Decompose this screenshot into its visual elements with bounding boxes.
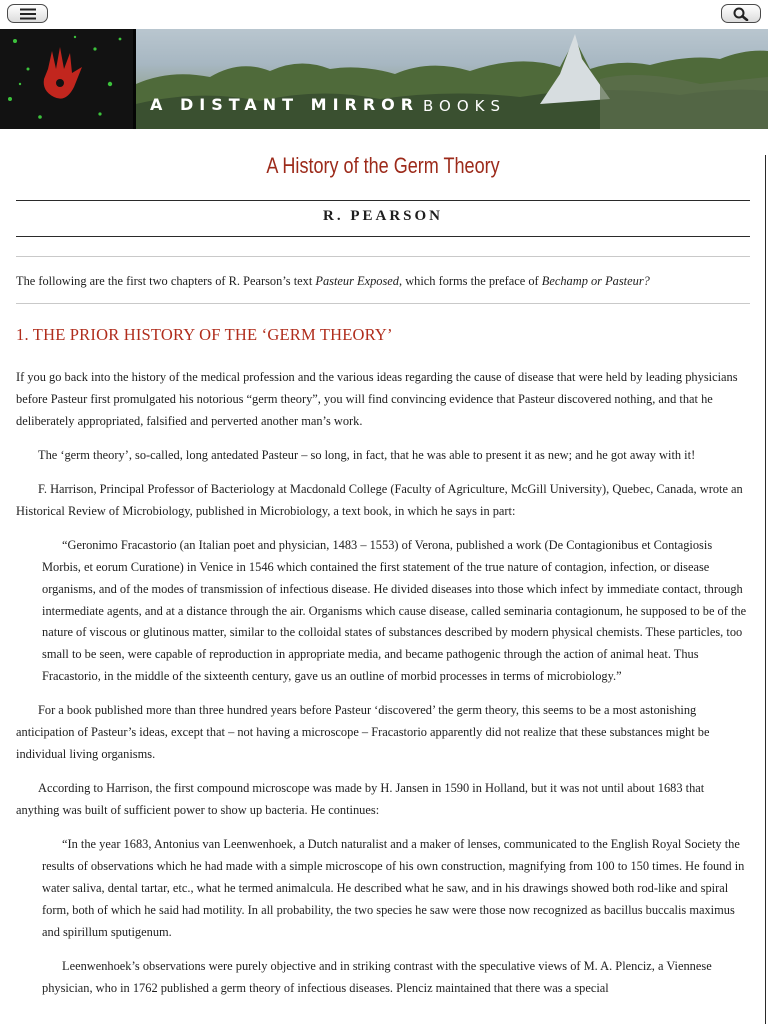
intro-book-title: Pasteur Exposed: [315, 274, 399, 288]
paragraph: F. Harrison, Principal Professor of Bacteriology at Macdonald College (Faculty of Agriculture, McGill University), Quebec, Canada, wrote an Historical Review of Microbiology, published in Microbiology, a text book, in which he says in part:: [16, 482, 743, 518]
search-icon: [733, 7, 749, 21]
search-button[interactable]: [721, 4, 761, 23]
paragraph: The ‘germ theory’, so-called, long antedated Pasteur – so long, in fact, that he was able to present it as new; and he got away with it!: [38, 447, 696, 462]
paragraph: According to Harrison, the first compound microscope was made by H. Jansen in 1590 in Holland, but it was not until about 1683 that anything was built of sufficient power to show up bacteria. He continues:: [16, 781, 705, 818]
title-divider: [16, 200, 750, 201]
top-toolbar: [0, 0, 768, 29]
article-author: R. PEARSON: [322, 208, 443, 224]
intro-text-middle: , which forms the preface of: [399, 274, 542, 288]
block-quote: Leenwenhoek’s observations were purely objective and in striking contrast with the speculative views of M. A. Plenciz, a Viennese physician, who in 1762 published a germ theory of infectious diseases. Plenciz maintained that there was a special: [42, 958, 712, 995]
page-edge-line: [765, 155, 766, 1024]
banner-divider: [133, 29, 136, 129]
author-divider: [16, 236, 750, 237]
banner-painting: [0, 29, 768, 129]
menu-button[interactable]: [7, 4, 48, 23]
block-quote: “Geronimo Fracastorio (an Italian poet and physician, 1483 – 1553) of Verona, published a work (De Contagionibus et Contagiosis Morbis, et eorum Curatione) in Venice in 1546 which contained the first statement of the true nature of contagion, infection, or disease organisms, and of the modes of transmission of infectious disease. He divided diseases into those which infect by immediate contact, through intermediate agents, and at a distance through the air. Organisms which cause disease, called seminaria contagionum, he supposed to be of the nature of viscous or glutinous matter, similar to the colloidal states of substances described by modern physical chemists. These particles, too small to be seen, were capable of reproduction in appropriate media, and became pathogenic through the action of animal heat. Thus Fracastorio, in the middle of the sixteenth century, gave us an outline of morbid processes in terms of microbiology.”: [42, 538, 747, 684]
intro-text-start: The following are the first two chapters of R. Pearson’s text: [16, 274, 316, 288]
article-title: A History of the Germ Theory: [266, 153, 500, 178]
site-banner: [0, 29, 768, 129]
intro-book-title-2: Bechamp or Pasteur?: [541, 274, 650, 288]
paragraph: For a book published more than three hundred years before Pasteur ‘discovered’ the germ theory, this seems to be a most astonishing anticipation of Pasteur’s ideas, except that – not having a microscope – Fracastorio apparently did not realize that these substances might be individual living organisms.: [16, 703, 710, 761]
intro-bottom-divider: [16, 303, 750, 304]
intro-text: [16, 272, 750, 290]
hamburger-menu-icon: [20, 8, 36, 19]
paragraph: If you go back into the history of the medical profession and the various ideas regarding the cause of disease that were held by leading physicians before Pasteur first promulgated his notorious “germ theory”, you will find convincing evidence that Pasteur discovered nothing, and that he deliberately appropriated, falsified and perverted another man’s work.: [16, 370, 738, 428]
brand-suffix: BOOKS: [423, 97, 506, 115]
article-body: [16, 367, 750, 1012]
intro-top-divider: [16, 256, 750, 257]
brand-name[interactable]: A DISTANT MIRROR: [150, 95, 420, 114]
block-quote: “In the year 1683, Antonius van Leenwenhoek, a Dutch naturalist and a maker of lenses, communicated to the English Royal Society the results of observations which he had made with a simple microscope of his own construction, magnifying from 100 to 150 times. He found in water saliva, dental tartar, etc., what he termed animalcula. He described what he saw, and in his drawings showed both rod-like and spiral form, both of which he said had motility. In all probability, the two species he saw were those now recognized as bacillus buccalis maximus and spirillum sputigenum.: [42, 837, 745, 939]
section-heading: 1. THE PRIOR HISTORY OF THE ‘GERM THEORY’: [16, 325, 393, 344]
